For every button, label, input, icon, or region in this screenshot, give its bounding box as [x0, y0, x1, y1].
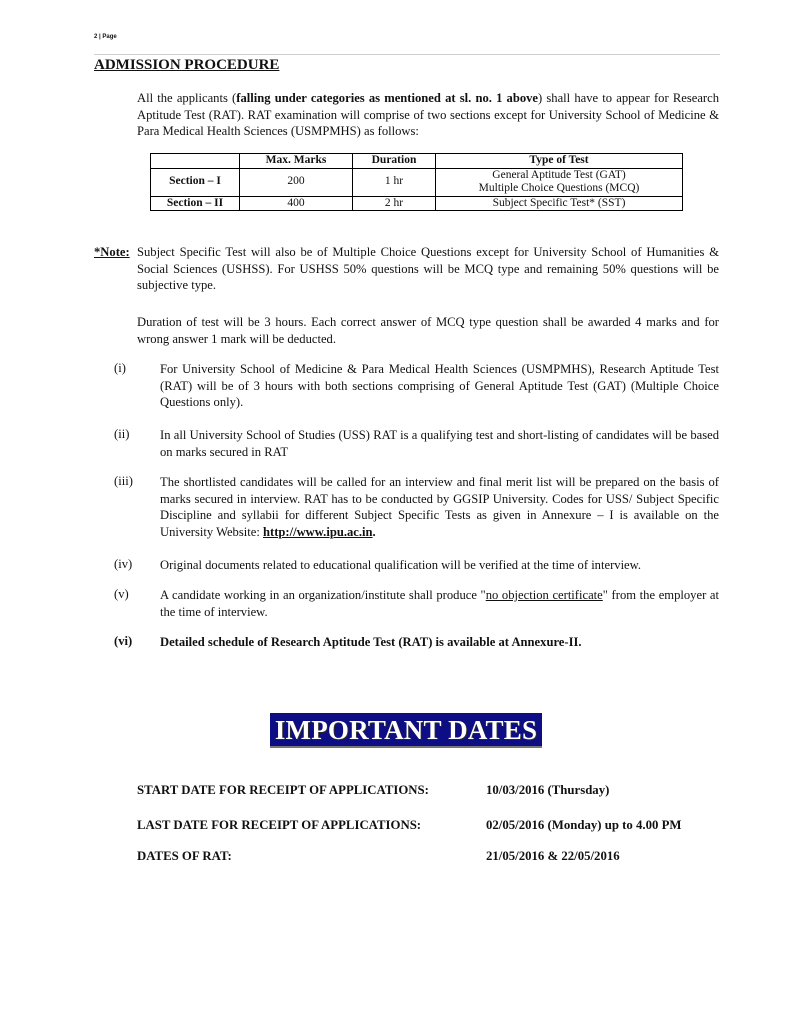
table-header-cell: Duration — [353, 154, 436, 169]
list-item: In all University School of Studies (USS) RAT is a qualifying test and short-listing of candidates will be based on marks secured in RAT — [160, 428, 719, 459]
table-row — [151, 196, 683, 211]
list-number: (iii) — [114, 474, 133, 488]
date-value: 21/05/2016 & 22/05/2016 — [486, 849, 620, 863]
list-item: A candidate working in an organization/institute shall produce "no objection certificate" from the employer at the time of interview. — [160, 588, 719, 619]
type-cell: General Aptitude Test (GAT) Multiple Choice Questions (MCQ) — [436, 168, 683, 196]
important-dates-banner: IMPORTANT DATES — [270, 713, 542, 748]
admission-intro: All the applicants (falling under categories as mentioned at sl. no. 1 above) shall have to appear for Research Aptitude Test (RAT). RAT examination will comprise of two sections except for University School of Medicine & Para Medical Health Sciences (USMPMHS) as follows: — [137, 91, 719, 138]
date-value: 10/03/2016 (Thursday) — [486, 783, 610, 797]
list-number: (iv) — [114, 557, 133, 571]
table-row — [151, 168, 683, 196]
table-header-row — [151, 154, 683, 169]
date-value: 02/05/2016 (Monday) up to 4.00 PM — [486, 818, 682, 832]
note-text: Subject Specific Test will also be of Multiple Choice Questions except for University School of Humanities & Social Sciences (USHSS). For USHSS 50% questions will be MCQ type and remaining 50% questions will be subjective type. — [137, 245, 719, 292]
header-divider — [94, 54, 720, 55]
date-label: DATES OF RAT: — [137, 849, 232, 863]
table-header-cell: Type of Test — [436, 154, 683, 169]
type-cell: Subject Specific Test* (SST) — [436, 196, 683, 211]
note-label: *Note: — [94, 245, 130, 259]
list-item: For University School of Medicine & Para Medical Health Sciences (USMPMHS), Research Aptitude Test (RAT) will be of 3 hours with both sections comprising of General Aptitude Test (GAT) (Multiple Choice Questions only). — [160, 362, 719, 409]
intro-bold-text: falling under categories as mentioned at sl. no. 1 above — [236, 91, 539, 105]
no-objection-certificate-text: no objection certificate — [485, 588, 603, 602]
table-header-cell: Max. Marks — [240, 154, 353, 169]
list-number: (ii) — [114, 427, 130, 441]
marks-cell: 400 — [240, 196, 353, 211]
section-cell: Section – I — [151, 168, 240, 196]
rat-sections-table — [150, 153, 683, 211]
date-label: LAST DATE FOR RECEIPT OF APPLICATIONS: — [137, 818, 422, 832]
duration-cell: 2 hr — [353, 196, 436, 211]
duration-text: Duration of test will be 3 hours. Each correct answer of MCQ type question shall be awarded 4 marks and for wrong answer 1 mark will be deducted. — [137, 315, 719, 346]
table-header-cell — [151, 154, 240, 169]
list-number: (i) — [114, 361, 126, 375]
list-item: Original documents related to educational qualification will be verified at the time of interview. — [160, 558, 642, 572]
list-number: (vi) — [114, 634, 133, 648]
page-number: 2 | Page — [94, 34, 117, 40]
list-item: The shortlisted candidates will be called for an interview and final merit list will be prepared on the basis of marks secured in interview. RAT has to be conducted by GGSIP University. Codes for USS/ Subject Specific Discipline and syllabii for different Subject Specific Tests as given in Annexure – I is available on the University Website: http://www.ipu.ac.in. — [160, 475, 719, 539]
section-cell: Section – II — [151, 196, 240, 211]
list-number: (v) — [114, 587, 129, 601]
marks-cell: 200 — [240, 168, 353, 196]
list-item: Detailed schedule of Research Aptitude Test (RAT) is available at Annexure-II. — [160, 635, 582, 649]
duration-cell: 1 hr — [353, 168, 436, 196]
university-website-link[interactable]: http://www.ipu.ac.in — [263, 524, 373, 539]
admission-procedure-heading: ADMISSION PROCEDURE — [94, 57, 280, 73]
date-label: START DATE FOR RECEIPT OF APPLICATIONS: — [137, 783, 429, 797]
